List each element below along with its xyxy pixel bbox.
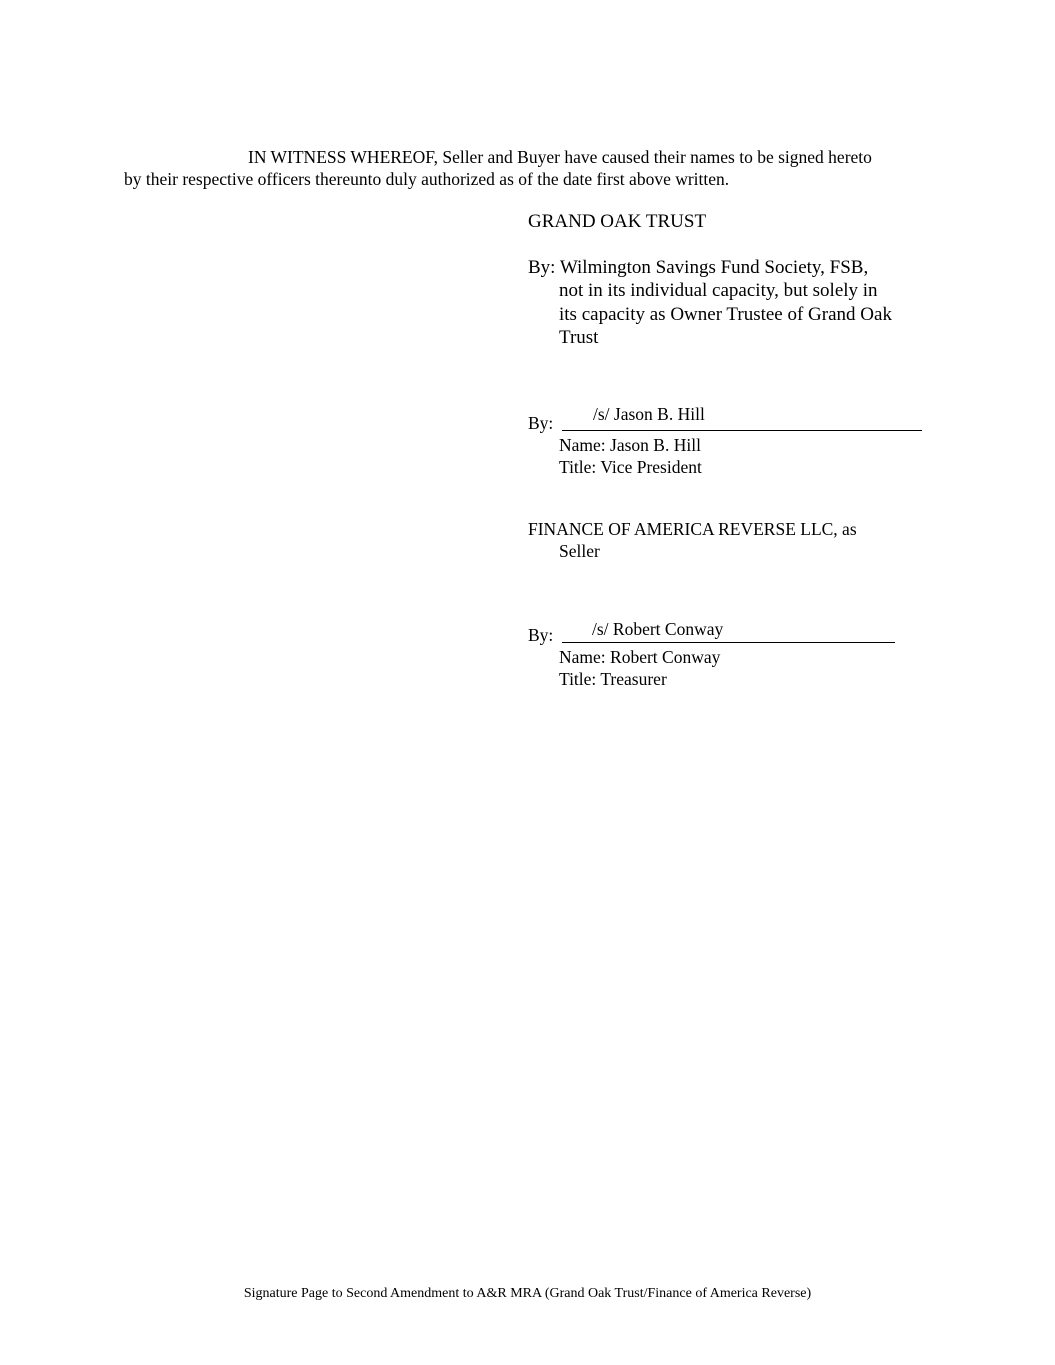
party1-signer-name: Name: Jason B. Hill bbox=[559, 435, 701, 455]
party1-signature: /s/ Jason B. Hill bbox=[593, 404, 705, 424]
party1-by-line-4: Trust bbox=[559, 327, 599, 348]
party1-name: GRAND OAK TRUST bbox=[528, 211, 707, 232]
party1-by-line-3: its capacity as Owner Trustee of Grand Oak bbox=[559, 304, 892, 325]
party2-by-label: By: bbox=[528, 625, 554, 645]
party1-by-label: By: bbox=[528, 413, 554, 433]
party1-signer-title: Title: Vice President bbox=[559, 457, 702, 477]
party1-by-line-1: By: Wilmington Savings Fund Society, FSB, bbox=[528, 257, 869, 278]
party2-name-line-1: FINANCE OF AMERICA REVERSE LLC, as bbox=[528, 519, 857, 539]
party1-signature-line bbox=[562, 430, 922, 431]
party2-signature: /s/ Robert Conway bbox=[592, 619, 724, 639]
witness-clause-line-2: by their respective officers thereunto duly authorized as of the date first above written. bbox=[124, 169, 730, 189]
party2-signer-name: Name: Robert Conway bbox=[559, 647, 721, 667]
party2-signature-line bbox=[562, 642, 895, 643]
party2-name-line-2: Seller bbox=[559, 541, 600, 561]
witness-clause-line-1: IN WITNESS WHEREOF, Seller and Buyer have caused their names to be signed hereto bbox=[248, 147, 872, 167]
party2-signer-title: Title: Treasurer bbox=[559, 669, 667, 689]
page-footer: Signature Page to Second Amendment to A&R MRA (Grand Oak Trust/Finance of America Reverse) bbox=[243, 1286, 812, 1301]
party1-by-line-2: not in its individual capacity, but solely in bbox=[559, 280, 878, 301]
